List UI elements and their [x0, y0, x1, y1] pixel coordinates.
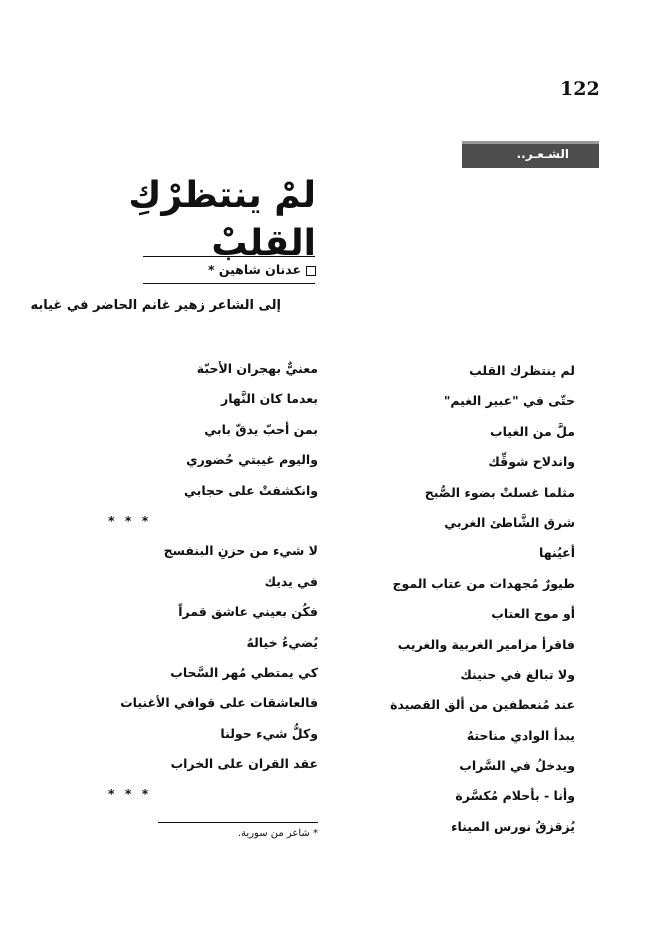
poem-line: فاقرأ مزامير الغربية والغريب: [397, 636, 575, 652]
section-label: الشـعـر..: [516, 147, 569, 161]
poem-line: عقد القران على الخراب: [170, 756, 318, 772]
author-line: [208, 262, 316, 277]
poem-title: لمْ ينتظرْكِ القلبْ: [128, 175, 316, 264]
poem-line: ويدخلُ في السَّراب: [459, 758, 575, 774]
poem-line: لم ينتظرك القلب: [469, 363, 575, 378]
poem-line: وانكشفتْ على حجابي: [183, 482, 318, 498]
poem-line: بمن أحبّ يدقّ بابي: [204, 421, 318, 437]
poem-line: في يديك: [264, 573, 318, 589]
poem-line: عند مُنعطفين من ألق القصيدة: [390, 697, 575, 713]
poem-line: واليوم غيبتي حُضوري: [186, 452, 318, 468]
footnote-rule: [158, 822, 318, 823]
author-rule-top: [143, 256, 315, 257]
checkbox-square-icon: [306, 266, 316, 276]
poem-column-left: [88, 354, 318, 810]
poem-line: يبدأ الوادي مناحتهُ: [466, 727, 575, 743]
poem-line: يُضيءُ خيالهُ: [246, 634, 318, 650]
poem-line: يُزقزقُ نورس الميناء: [451, 818, 575, 834]
poem-line: لا شيء من حزنِ البنفسج: [163, 543, 318, 559]
author-name: عدنان شاهين *: [207, 262, 301, 277]
poem-line: مثلما غسلتْ بضوء الصُّبح: [424, 484, 575, 500]
poem-line: فالعاشقات على قوافي الأغنيات: [120, 695, 318, 711]
stanza-separator: * * *: [108, 786, 152, 802]
poem-line: بعدما كان النَّهار: [221, 391, 318, 407]
poem-line: معنيٌّ بهجران الأحبّة: [196, 361, 318, 376]
poem-line: كي يمتطي مُهر السَّحاب: [170, 664, 318, 680]
poem-line: طيورٌ مُجهدات من عتاب الموج: [392, 575, 575, 591]
author-rule-bottom: [143, 283, 315, 284]
stanza-separator: * * *: [108, 512, 152, 528]
poem-line: شرق الشَّاطئ الغربي: [444, 514, 575, 530]
poem-line: وأنا - بأحلام مُكسَّرة: [455, 788, 575, 804]
poem-line: واندلاح شوقِّك: [488, 454, 575, 470]
poem-line: وكلُّ شيء حولنا: [220, 725, 318, 741]
poem-line: أعيُنها: [539, 545, 575, 561]
section-header-bar: [462, 141, 599, 168]
poem-line: أو موج العتاب: [491, 606, 575, 622]
poem-line: ولا تبالغ في حنينك: [460, 666, 575, 682]
page-number: 122: [560, 78, 600, 100]
poem-line: حتّى في "عبير الغيم": [443, 393, 575, 409]
poem-column-right: [355, 356, 575, 842]
footnote: * شاعر من سورية.: [237, 828, 318, 839]
dedication: إلى الشاعر زهير غانم الحاضر في غيابه: [30, 298, 281, 313]
poem-line: فكُن بعيني عاشق قمراً: [178, 604, 318, 620]
poem-line: ملَّ من الغياب: [490, 423, 575, 439]
